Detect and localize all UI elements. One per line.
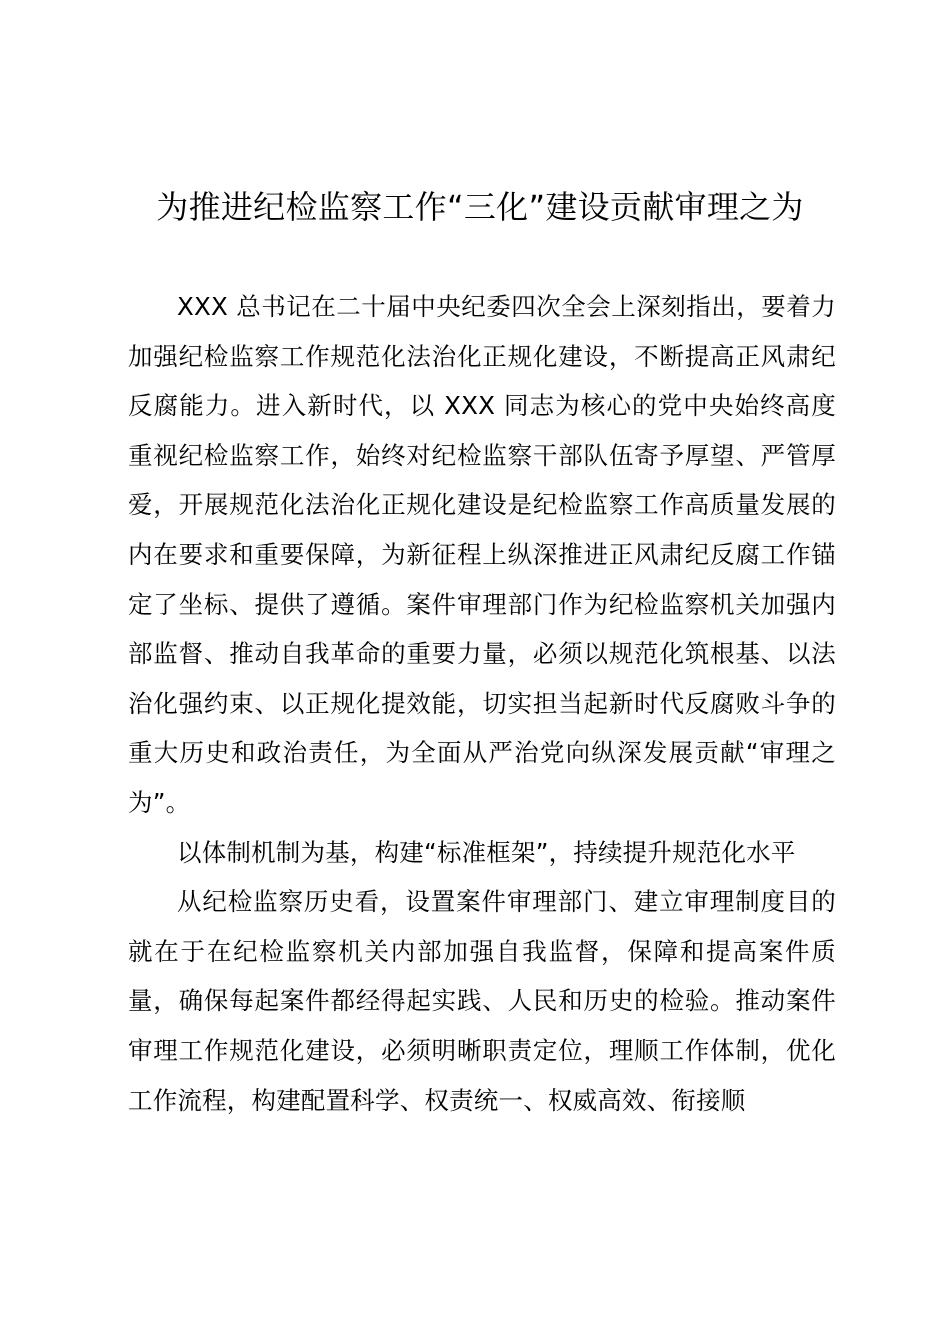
document-body bbox=[128, 282, 836, 1125]
paragraph-section-1: 从纪检监察历史看，设置案件审理部门、建立审理制度目的就在于在纪检监察机关内部加强自我监督，保障和提高案件质量，确保每起案件都经得起实践、人民和历史的检验。推动案件审理工作规范化建设，必须明晰职责定位，理顺工作体制，优化工作流程，构建配置科学、权责统一、权威高效、衔接顺 bbox=[128, 887, 836, 1115]
document-title: 为推进纪检监察工作“三化”建设贡献审理之为 bbox=[156, 188, 804, 226]
section-heading: 以体制机制为基，构建“标准框架”，持续提升规范化水平 bbox=[177, 837, 796, 867]
paragraph-intro: XXX 总书记在二十届中央纪委四次全会上深刻指出，要着力加强纪检监察工作规范化法治化正规化建设，不断提高正风肃纪反腐能力。进入新时代，以 XXX 同志为核心的党中央始终高度重视纪检监察工作，始终对纪检监察干部队伍寄予厚望、严管厚爱，开展规范化法治化正规化建设是纪检监察工作高质量发展的内在要求和重要保障，为新征程上纵深推进正风肃纪反腐工作锚定了坐标、提供了遵循。案件审理部门作为纪检监察机关加强内部监督、推动自我革命的重要力量，必须以规范化筑根基、以法治化强约束、以正规化提效能，切实担当起新时代反腐败斗争的重大历史和政治责任，为全面从严治党向纵深发展贡献“审理之为”。 bbox=[128, 292, 836, 817]
